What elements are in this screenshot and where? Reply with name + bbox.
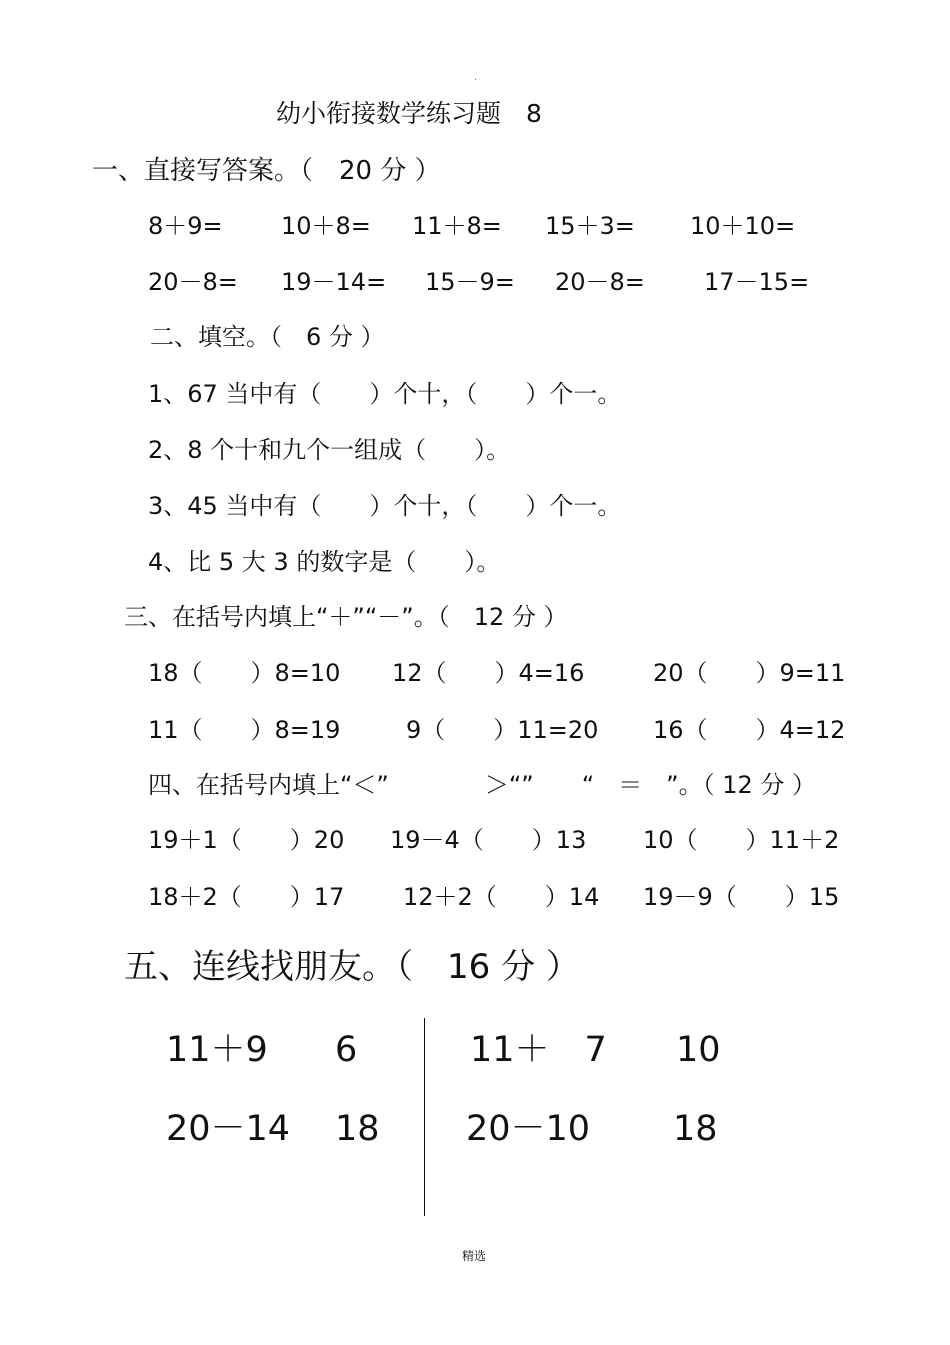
calc-row-2-item-1: 20－8= [148,268,238,296]
matching-divider [424,1018,425,1216]
calc-row-2-item-4: 20－8= [555,268,645,296]
fill-question-2: 2、8 个十和九个一组成（ ）。 [148,436,511,464]
section-2-heading: 二、填空。（ 6 分 ） [150,323,385,351]
operator-row-1-item-3: 20（ ）9=11 [653,659,846,687]
compare-row-2-item-3: 19－9（ ）15 [643,883,840,911]
fill-question-3: 3、45 当中有（ ）个十，（ ）个一。 [148,492,622,520]
section-4-heading: 四、在括号内填上“＜” ＞“” “ ＝ ”。（ 12 分 ） [148,771,817,799]
calc-row-1-item-1: 8＋9= [148,212,223,240]
operator-row-1-item-2: 12（ ）4=16 [392,659,585,687]
matching-right-expression-1: 11＋ 7 [470,1030,607,1070]
operator-row-1-item-1: 18（ ）8=10 [148,659,341,687]
operator-row-2-item-2: 9（ ）11=20 [406,716,599,744]
matching-right-answer-1: 10 [676,1030,721,1070]
worksheet-title: 幼小衔接数学练习题 8 [276,99,542,128]
header-dot: · [474,75,478,86]
compare-row-1-item-1: 19＋1（ ）20 [148,826,345,854]
matching-left-answer-1: 6 [335,1030,358,1070]
operator-row-2-item-3: 16（ ）4=12 [653,716,846,744]
calc-row-1-item-5: 10＋10= [690,212,796,240]
compare-row-1-item-2: 19－4（ ）13 [390,826,587,854]
matching-right-answer-2: 18 [673,1109,718,1149]
section-1-heading: 一、直接写答案。（ 20 分 ） [92,156,441,186]
section-5-heading: 五、连线找朋友。（ 16 分 ） [124,947,580,987]
calc-row-2-item-5: 17－15= [704,268,810,296]
matching-right-expression-2: 20－10 [466,1109,591,1149]
fill-question-4: 4、比 5 大 3 的数字是（ ）。 [148,548,501,576]
footer-text: 精选 [462,1249,487,1263]
calc-row-2-item-2: 19－14= [281,268,387,296]
matching-left-answer-2: 18 [335,1109,380,1149]
calc-row-2-item-3: 15－9= [425,268,515,296]
matching-left-expression-2: 20－14 [166,1109,291,1149]
matching-left-expression-1: 11＋9 [166,1030,268,1070]
compare-row-2-item-1: 18＋2（ ）17 [148,883,345,911]
calc-row-1-item-3: 11＋8= [412,212,502,240]
calc-row-1-item-2: 10＋8= [281,212,371,240]
section-3-heading: 三、在括号内填上“＋”“－”。（ 12 分 ） [124,603,568,631]
operator-row-2-item-1: 11（ ）8=19 [148,716,341,744]
fill-question-1: 1、67 当中有（ ）个十，（ ）个一。 [148,380,622,408]
compare-row-1-item-3: 10（ ）11＋2 [643,826,840,854]
calc-row-1-item-4: 15＋3= [545,212,635,240]
compare-row-2-item-2: 12＋2（ ）14 [403,883,600,911]
